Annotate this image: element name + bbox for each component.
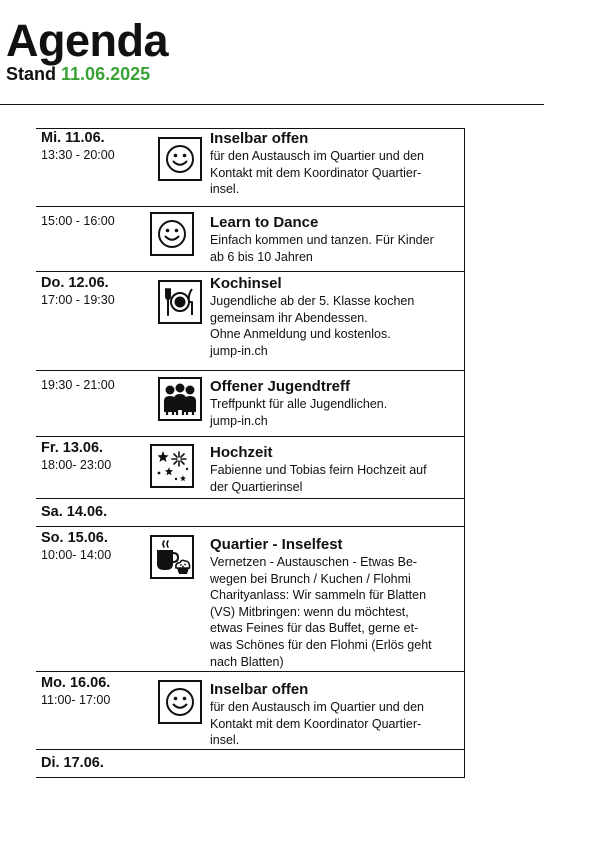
icon-cell xyxy=(146,499,208,527)
event-title: Kochinsel xyxy=(210,275,282,292)
icon-cell xyxy=(146,527,208,672)
icon-cell xyxy=(146,272,208,371)
agenda-table xyxy=(36,128,465,778)
day-label: Sa. 14.06. xyxy=(41,504,108,520)
event-title: Hochzeit xyxy=(210,444,273,461)
event-cell xyxy=(208,129,465,207)
event-cell xyxy=(208,207,465,272)
event-title: Inselbar offen xyxy=(210,130,309,147)
agenda-row xyxy=(36,272,465,371)
time-label: 11:00- 17:00 xyxy=(41,693,111,707)
time-label: 18:00- 23:00 xyxy=(41,458,112,472)
group-people-icon xyxy=(158,377,202,421)
stand-label: Stand xyxy=(6,64,57,84)
event-description: Fabienne und Tobias feirn Hochzeit auf der Quartierinsel xyxy=(210,463,427,494)
smiley-icon xyxy=(158,137,202,181)
event-description: für den Austausch im Quartier und den Kontakt mit dem Koordinator Quartier- insel. xyxy=(210,149,425,197)
event-cell xyxy=(208,672,465,750)
icon-cell xyxy=(146,750,208,778)
date-cell xyxy=(36,750,146,778)
agenda-row xyxy=(36,750,465,778)
icon-cell xyxy=(146,207,208,272)
event-description: für den Austausch im Quartier und den Kontakt mit dem Koordinator Quartier- insel. xyxy=(210,700,425,748)
plate-cutlery-icon xyxy=(158,280,202,324)
page-header xyxy=(6,16,168,84)
page-title: Agenda xyxy=(6,15,169,66)
event-description: Einfach kommen und tanzen. Für Kinder ab 6 bis 10 Jahren xyxy=(210,233,434,264)
icon-cell xyxy=(146,371,208,437)
day-label: So. 15.06. xyxy=(41,530,108,546)
event-cell xyxy=(208,371,465,437)
time-label: 15:00 - 16:00 xyxy=(41,214,115,228)
event-title: Inselbar offen xyxy=(210,681,309,698)
event-description: Vernetzen - Austauschen - Etwas Be- wegen bei Brunch / Kuchen / Flohmi Charityanlass: Wir sammeln für Blatten (VS) Mitbringen: wenn du möchtest, etwas Feines für das Buffet, gerne et- was Schönes für den Flohmi (Erlös geht nach Blatten) xyxy=(210,555,432,669)
day-label: Do. 12.06. xyxy=(41,275,109,291)
header-divider xyxy=(0,104,544,105)
date-cell xyxy=(36,672,146,750)
date-cell xyxy=(36,437,146,499)
date-cell xyxy=(36,499,146,527)
coffee-cupcake-icon xyxy=(150,535,194,579)
time-label: 19:30 - 21:00 xyxy=(41,378,115,392)
event-title: Quartier - Inselfest xyxy=(210,536,343,553)
stand-line xyxy=(6,64,168,84)
event-cell xyxy=(208,499,465,527)
event-cell xyxy=(208,272,465,371)
smiley-icon xyxy=(158,680,202,724)
agenda-row xyxy=(36,499,465,527)
agenda-row xyxy=(36,527,465,672)
day-label: Di. 17.06. xyxy=(41,755,104,771)
agenda-row xyxy=(36,129,465,207)
day-label: Mi. 11.06. xyxy=(41,130,105,146)
date-cell xyxy=(36,129,146,207)
agenda-row xyxy=(36,437,465,499)
event-title: Offener Jugendtreff xyxy=(210,378,351,395)
icon-cell xyxy=(146,129,208,207)
agenda-row xyxy=(36,371,465,437)
date-cell xyxy=(36,371,146,437)
time-label: 13:30 - 20:00 xyxy=(41,148,115,162)
time-label: 10:00- 14:00 xyxy=(41,548,112,562)
agenda-row xyxy=(36,672,465,750)
agenda-row xyxy=(36,207,465,272)
date-cell xyxy=(36,207,146,272)
day-label: Fr. 13.06. xyxy=(41,440,104,456)
event-cell xyxy=(208,527,465,672)
date-cell xyxy=(36,527,146,672)
time-label: 17:00 - 19:30 xyxy=(41,293,115,307)
event-cell xyxy=(208,437,465,499)
date-cell xyxy=(36,272,146,371)
icon-cell xyxy=(146,437,208,499)
stand-date: 11.06.2025 xyxy=(61,64,151,84)
fireworks-icon xyxy=(150,444,194,488)
event-description: Jugendliche ab der 5. Klasse kochen gemeinsam ihr Abendessen. Ohne Anmeldung und kostenlos. jump-in.ch xyxy=(210,294,415,358)
event-description: Treffpunkt für alle Jugendlichen. jump-in.ch xyxy=(210,397,388,428)
icon-cell xyxy=(146,672,208,750)
smiley-icon xyxy=(150,212,194,256)
event-cell xyxy=(208,750,465,778)
day-label: Mo. 16.06. xyxy=(41,675,111,691)
event-title: Learn to Dance xyxy=(210,214,319,231)
